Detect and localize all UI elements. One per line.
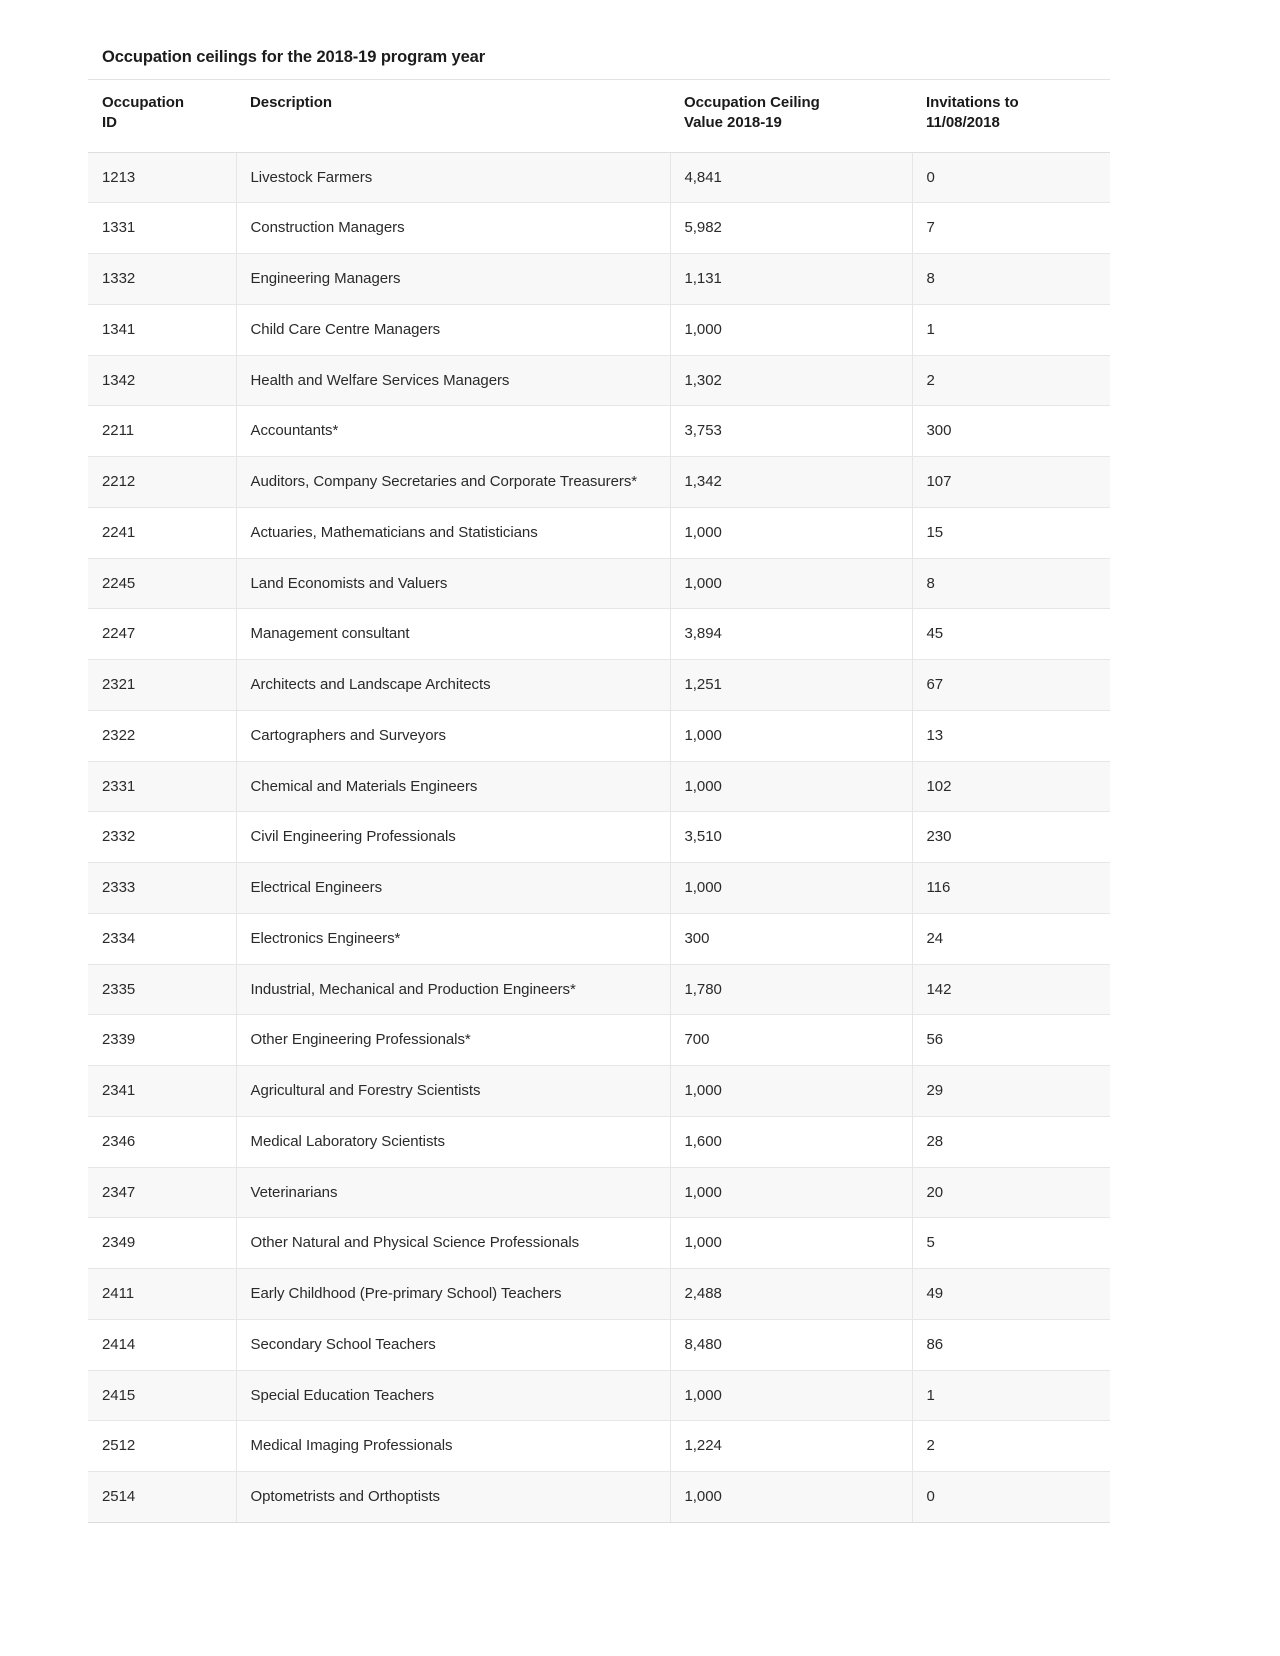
cell-invitations: 56 <box>912 1015 1110 1066</box>
cell-ceiling-value: 1,302 <box>670 355 912 406</box>
cell-description: Electrical Engineers <box>236 863 670 914</box>
cell-invitations: 300 <box>912 406 1110 457</box>
table-row <box>88 1370 1110 1421</box>
cell-ceiling-value: 1,780 <box>670 964 912 1015</box>
cell-description: Special Education Teachers <box>236 1370 670 1421</box>
cell-ceiling-value: 1,251 <box>670 660 912 711</box>
cell-invitations: 24 <box>912 913 1110 964</box>
table-row <box>88 913 1110 964</box>
table-row <box>88 863 1110 914</box>
column-header-line: 11/08/2018 <box>926 114 1000 132</box>
cell-description: Civil Engineering Professionals <box>236 812 670 863</box>
cell-description: Child Care Centre Managers <box>236 304 670 355</box>
table-row <box>88 812 1110 863</box>
cell-description: Medical Imaging Professionals <box>236 1421 670 1472</box>
cell-occupation-id: 2245 <box>88 558 236 609</box>
cell-invitations: 20 <box>912 1167 1110 1218</box>
cell-invitations: 1 <box>912 1370 1110 1421</box>
cell-occupation-id: 2334 <box>88 913 236 964</box>
cell-occupation-id: 2241 <box>88 507 236 558</box>
cell-occupation-id: 2341 <box>88 1066 236 1117</box>
cell-occupation-id: 1332 <box>88 254 236 305</box>
cell-occupation-id: 2346 <box>88 1116 236 1167</box>
cell-invitations: 1 <box>912 304 1110 355</box>
cell-occupation-id: 2411 <box>88 1269 236 1320</box>
column-header-line: Occupation <box>102 93 185 111</box>
column-header-occupation-id <box>88 79 236 152</box>
cell-invitations: 0 <box>912 152 1110 203</box>
cell-invitations: 5 <box>912 1218 1110 1269</box>
cell-invitations: 86 <box>912 1319 1110 1370</box>
cell-description: Chemical and Materials Engineers <box>236 761 670 812</box>
cell-ceiling-value: 8,480 <box>670 1319 912 1370</box>
cell-description: Accountants* <box>236 406 670 457</box>
cell-occupation-id: 2247 <box>88 609 236 660</box>
cell-description: Secondary School Teachers <box>236 1319 670 1370</box>
cell-occupation-id: 2211 <box>88 406 236 457</box>
table-row <box>88 406 1110 457</box>
table-header-row <box>88 79 1110 152</box>
occupation-ceilings-table <box>88 79 1110 1523</box>
cell-invitations: 29 <box>912 1066 1110 1117</box>
cell-occupation-id: 2333 <box>88 863 236 914</box>
cell-ceiling-value: 1,000 <box>670 863 912 914</box>
cell-ceiling-value: 1,342 <box>670 457 912 508</box>
cell-invitations: 45 <box>912 609 1110 660</box>
cell-invitations: 13 <box>912 710 1110 761</box>
cell-description: Livestock Farmers <box>236 152 670 203</box>
cell-ceiling-value: 1,000 <box>670 1218 912 1269</box>
cell-description: Medical Laboratory Scientists <box>236 1116 670 1167</box>
cell-ceiling-value: 3,510 <box>670 812 912 863</box>
table-header <box>88 79 1110 152</box>
cell-invitations: 67 <box>912 660 1110 711</box>
cell-description: Veterinarians <box>236 1167 670 1218</box>
cell-occupation-id: 2514 <box>88 1472 236 1523</box>
cell-occupation-id: 2349 <box>88 1218 236 1269</box>
cell-description: Actuaries, Mathematicians and Statisticians <box>236 507 670 558</box>
cell-invitations: 116 <box>912 863 1110 914</box>
cell-occupation-id: 2347 <box>88 1167 236 1218</box>
cell-occupation-id: 2339 <box>88 1015 236 1066</box>
cell-ceiling-value: 1,000 <box>670 558 912 609</box>
cell-occupation-id: 2331 <box>88 761 236 812</box>
table-body <box>88 152 1110 1522</box>
cell-ceiling-value: 300 <box>670 913 912 964</box>
table-row <box>88 761 1110 812</box>
cell-description: Engineering Managers <box>236 254 670 305</box>
cell-ceiling-value: 1,000 <box>670 304 912 355</box>
table-row <box>88 304 1110 355</box>
cell-ceiling-value: 1,000 <box>670 507 912 558</box>
cell-description: Other Engineering Professionals* <box>236 1015 670 1066</box>
cell-ceiling-value: 1,000 <box>670 1066 912 1117</box>
cell-invitations: 0 <box>912 1472 1110 1523</box>
cell-invitations: 8 <box>912 558 1110 609</box>
column-header-invitations <box>912 79 1110 152</box>
cell-description: Electronics Engineers* <box>236 913 670 964</box>
cell-description: Cartographers and Surveyors <box>236 710 670 761</box>
cell-description: Health and Welfare Services Managers <box>236 355 670 406</box>
cell-ceiling-value: 1,131 <box>670 254 912 305</box>
table-row <box>88 1116 1110 1167</box>
cell-description: Early Childhood (Pre-primary School) Teachers <box>236 1269 670 1320</box>
cell-ceiling-value: 5,982 <box>670 203 912 254</box>
table-row <box>88 254 1110 305</box>
cell-description: Optometrists and Orthoptists <box>236 1472 670 1523</box>
table-row <box>88 457 1110 508</box>
cell-description: Land Economists and Valuers <box>236 558 670 609</box>
cell-ceiling-value: 3,753 <box>670 406 912 457</box>
cell-occupation-id: 2414 <box>88 1319 236 1370</box>
table-row <box>88 558 1110 609</box>
cell-invitations: 28 <box>912 1116 1110 1167</box>
cell-ceiling-value: 1,000 <box>670 761 912 812</box>
table-row <box>88 1421 1110 1472</box>
cell-description: Agricultural and Forestry Scientists <box>236 1066 670 1117</box>
cell-occupation-id: 2322 <box>88 710 236 761</box>
cell-invitations: 2 <box>912 355 1110 406</box>
column-header-line: Invitations to <box>926 93 1019 111</box>
cell-ceiling-value: 1,600 <box>670 1116 912 1167</box>
cell-description: Auditors, Company Secretaries and Corporate Treasurers* <box>236 457 670 508</box>
cell-invitations: 7 <box>912 203 1110 254</box>
cell-occupation-id: 1331 <box>88 203 236 254</box>
table-row <box>88 1066 1110 1117</box>
cell-description: Construction Managers <box>236 203 670 254</box>
table-row <box>88 1015 1110 1066</box>
occupation-ceilings-table-wrapper <box>88 47 1110 1523</box>
cell-occupation-id: 2512 <box>88 1421 236 1472</box>
cell-occupation-id: 2415 <box>88 1370 236 1421</box>
cell-invitations: 230 <box>912 812 1110 863</box>
table-row <box>88 710 1110 761</box>
cell-invitations: 107 <box>912 457 1110 508</box>
cell-invitations: 102 <box>912 761 1110 812</box>
cell-occupation-id: 1342 <box>88 355 236 406</box>
cell-ceiling-value: 1,000 <box>670 1167 912 1218</box>
column-header-line: Description <box>250 93 332 111</box>
cell-invitations: 142 <box>912 964 1110 1015</box>
cell-description: Other Natural and Physical Science Professionals <box>236 1218 670 1269</box>
table-caption: Occupation ceilings for the 2018-19 program year <box>102 48 486 66</box>
cell-description: Industrial, Mechanical and Production Engineers* <box>236 964 670 1015</box>
column-header-description <box>236 79 670 152</box>
table-row <box>88 609 1110 660</box>
table-row <box>88 507 1110 558</box>
cell-invitations: 8 <box>912 254 1110 305</box>
cell-ceiling-value: 700 <box>670 1015 912 1066</box>
column-header-line: ID <box>102 114 117 132</box>
cell-description: Architects and Landscape Architects <box>236 660 670 711</box>
cell-ceiling-value: 1,224 <box>670 1421 912 1472</box>
table-row <box>88 1472 1110 1523</box>
cell-ceiling-value: 3,894 <box>670 609 912 660</box>
cell-invitations: 2 <box>912 1421 1110 1472</box>
cell-occupation-id: 1341 <box>88 304 236 355</box>
table-row <box>88 152 1110 203</box>
cell-ceiling-value: 4,841 <box>670 152 912 203</box>
cell-description: Management consultant <box>236 609 670 660</box>
cell-invitations: 15 <box>912 507 1110 558</box>
column-header-line: Value 2018-19 <box>684 114 782 132</box>
table-row <box>88 203 1110 254</box>
cell-occupation-id: 2321 <box>88 660 236 711</box>
cell-ceiling-value: 2,488 <box>670 1269 912 1320</box>
cell-occupation-id: 2212 <box>88 457 236 508</box>
table-row <box>88 355 1110 406</box>
cell-occupation-id: 2335 <box>88 964 236 1015</box>
cell-occupation-id: 2332 <box>88 812 236 863</box>
cell-ceiling-value: 1,000 <box>670 1370 912 1421</box>
cell-ceiling-value: 1,000 <box>670 710 912 761</box>
table-row <box>88 1319 1110 1370</box>
cell-occupation-id: 1213 <box>88 152 236 203</box>
table-row <box>88 1218 1110 1269</box>
cell-ceiling-value: 1,000 <box>670 1472 912 1523</box>
table-row <box>88 964 1110 1015</box>
column-header-ceiling-value <box>670 79 912 152</box>
cell-invitations: 49 <box>912 1269 1110 1320</box>
table-row <box>88 1269 1110 1320</box>
column-header-line: Occupation Ceiling <box>684 93 820 111</box>
table-row <box>88 660 1110 711</box>
table-row <box>88 1167 1110 1218</box>
